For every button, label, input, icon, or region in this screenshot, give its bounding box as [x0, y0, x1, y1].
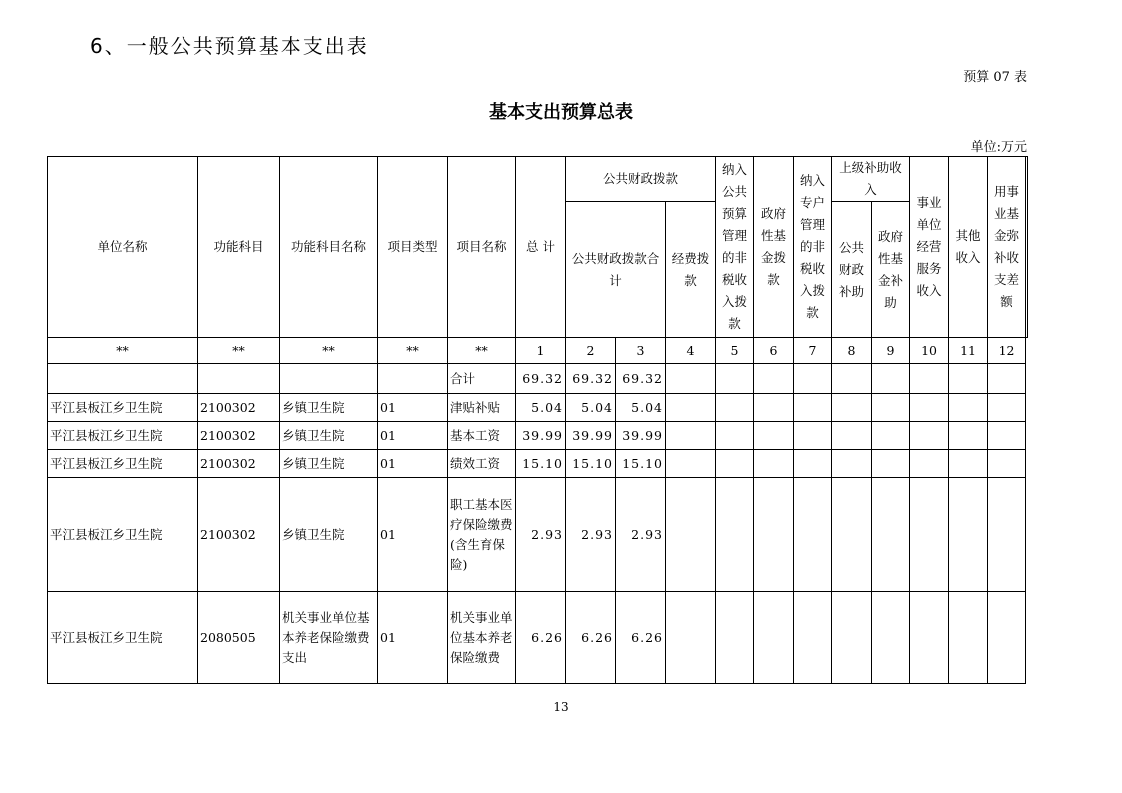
unit-label: 单位:万元: [970, 140, 1027, 155]
page-title: 基本支出预算总表: [489, 102, 633, 123]
header-sup-public: 公共财政补助: [832, 202, 872, 338]
code-cell: 2080505: [198, 592, 280, 684]
header-func-code: 功能科目: [198, 157, 280, 338]
empty-cell: [754, 592, 794, 684]
index-cell: **: [198, 338, 280, 364]
index-cell: 3: [616, 338, 666, 364]
total-total: 69.32: [516, 364, 566, 394]
table-row: [48, 450, 1028, 478]
header-public-sum: 公共财政拨款合计: [566, 202, 666, 338]
total-row: [48, 364, 1028, 394]
empty-cell: [832, 394, 872, 422]
empty-cell: [872, 394, 910, 422]
header-nontax-budget: 纳入公共预算管理的非税收入拨款: [716, 157, 754, 338]
empty-cell: [666, 478, 716, 592]
header-dept-name: 单位名称: [48, 157, 198, 338]
header-funding: 经费拨款: [666, 202, 716, 338]
empty-cell: [988, 592, 1026, 684]
empty-cell: [949, 450, 988, 478]
index-cell: 11: [949, 338, 988, 364]
dept-cell: 平江县板江乡卫生院: [48, 422, 198, 450]
header-gov-fund: 政府性基金拨款: [754, 157, 794, 338]
header-public-group: 公共财政拨款: [566, 157, 716, 202]
public-sum-cell: 2.93: [566, 478, 616, 592]
header-fund-balance: 用事业基金弥补收支差额: [988, 157, 1026, 338]
index-cell: **: [378, 338, 448, 364]
type-cell: 01: [378, 478, 448, 592]
empty-cell: [988, 394, 1026, 422]
empty-cell: [666, 394, 716, 422]
name-cell: 职工基本医疗保险缴费(含生育保险): [448, 478, 516, 592]
header-superior-group: 上级补助收入: [832, 157, 910, 202]
empty-cell: [872, 478, 910, 592]
empty-cell: [872, 450, 910, 478]
empty-cell: [872, 592, 910, 684]
header-other: 其他收入: [949, 157, 988, 338]
code-cell: 2100302: [198, 394, 280, 422]
empty-cell: [872, 422, 910, 450]
empty-cell: [754, 450, 794, 478]
budget-table: [47, 156, 1028, 684]
empty-cell: [716, 422, 754, 450]
dept-cell: 平江县板江乡卫生院: [48, 394, 198, 422]
func-cell: 乡镇卫生院: [280, 422, 378, 450]
empty-cell: [754, 478, 794, 592]
table-row: [48, 394, 1028, 422]
empty-cell: [832, 422, 872, 450]
empty-cell: [949, 592, 988, 684]
public-sum-cell: 15.10: [566, 450, 616, 478]
total-funding: 69.32: [616, 364, 666, 394]
type-cell: 01: [378, 592, 448, 684]
empty-cell: [832, 450, 872, 478]
section-title: 6、一般公共预算基本支出表: [90, 34, 369, 58]
empty-cell: [754, 394, 794, 422]
index-cell: 7: [794, 338, 832, 364]
index-cell: **: [280, 338, 378, 364]
code-cell: 2100302: [198, 450, 280, 478]
total-cell: 6.26: [516, 592, 566, 684]
index-cell: 12: [988, 338, 1026, 364]
func-cell: 乡镇卫生院: [280, 394, 378, 422]
public-sum-cell: 6.26: [566, 592, 616, 684]
total-cell: 2.93: [516, 478, 566, 592]
dept-cell: 平江县板江乡卫生院: [48, 478, 198, 592]
empty-cell: [666, 450, 716, 478]
empty-cell: [716, 478, 754, 592]
index-cell: **: [448, 338, 516, 364]
empty-cell: [910, 450, 949, 478]
empty-cell: [988, 478, 1026, 592]
empty-cell: [910, 592, 949, 684]
empty-cell: [910, 478, 949, 592]
header-total: 总 计: [516, 157, 566, 338]
empty-cell: [794, 422, 832, 450]
dept-cell: 平江县板江乡卫生院: [48, 450, 198, 478]
total-public-sum: 69.32: [566, 364, 616, 394]
table-row: [48, 422, 1028, 450]
empty-cell: [716, 592, 754, 684]
index-cell: 1: [516, 338, 566, 364]
header-carryover: [1026, 157, 1028, 338]
empty-cell: [666, 592, 716, 684]
funding-cell: 15.10: [616, 450, 666, 478]
total-label: 合计: [448, 364, 516, 394]
empty-cell: [794, 478, 832, 592]
index-cell: 6: [754, 338, 794, 364]
header-func-name: 功能科目名称: [280, 157, 378, 338]
page-number: 13: [553, 700, 569, 714]
empty-cell: [794, 450, 832, 478]
index-row: [48, 338, 1028, 364]
name-cell: 基本工资: [448, 422, 516, 450]
name-cell: 绩效工资: [448, 450, 516, 478]
empty-cell: [716, 450, 754, 478]
empty-cell: [910, 394, 949, 422]
empty-cell: [832, 478, 872, 592]
type-cell: 01: [378, 422, 448, 450]
table-number: 预算 07 表: [963, 70, 1027, 85]
funding-cell: 6.26: [616, 592, 666, 684]
table-row: [48, 592, 1028, 684]
dept-cell: 平江县板江乡卫生院: [48, 592, 198, 684]
total-cell: 5.04: [516, 394, 566, 422]
code-cell: 2100302: [198, 422, 280, 450]
type-cell: 01: [378, 394, 448, 422]
empty-cell: [716, 394, 754, 422]
empty-cell: [949, 422, 988, 450]
index-cell: 10: [910, 338, 949, 364]
func-cell: 乡镇卫生院: [280, 478, 378, 592]
index-cell: **: [48, 338, 198, 364]
index-cell: 5: [716, 338, 754, 364]
funding-cell: 39.99: [616, 422, 666, 450]
empty-cell: [754, 422, 794, 450]
public-sum-cell: 39.99: [566, 422, 616, 450]
total-cell: 39.99: [516, 422, 566, 450]
empty-cell: [910, 422, 949, 450]
empty-cell: [794, 394, 832, 422]
empty-cell: [794, 592, 832, 684]
empty-cell: [832, 592, 872, 684]
header-special-nontax: 纳入专户管理的非税收入拨款: [794, 157, 832, 338]
index-cell: 9: [872, 338, 910, 364]
table-row: [48, 478, 1028, 592]
empty-cell: [949, 478, 988, 592]
name-cell: 机关事业单位基本养老保险缴费: [448, 592, 516, 684]
public-sum-cell: 5.04: [566, 394, 616, 422]
func-cell: 机关事业单位基本养老保险缴费支出: [280, 592, 378, 684]
index-cell: 8: [832, 338, 872, 364]
empty-cell: [988, 450, 1026, 478]
empty-cell: [988, 422, 1026, 450]
code-cell: 2100302: [198, 478, 280, 592]
funding-cell: 2.93: [616, 478, 666, 592]
type-cell: 01: [378, 450, 448, 478]
func-cell: 乡镇卫生院: [280, 450, 378, 478]
empty-cell: [949, 394, 988, 422]
empty-cell: [666, 422, 716, 450]
name-cell: 津贴补贴: [448, 394, 516, 422]
header-project-name: 项目名称: [448, 157, 516, 338]
header-sup-gov-fund: 政府性基金补助: [872, 202, 910, 338]
funding-cell: 5.04: [616, 394, 666, 422]
index-cell: 4: [666, 338, 716, 364]
header-operating: 事业单位经营服务收入: [910, 157, 949, 338]
index-cell: 2: [566, 338, 616, 364]
total-cell: 15.10: [516, 450, 566, 478]
header-project-type: 项目类型: [378, 157, 448, 338]
